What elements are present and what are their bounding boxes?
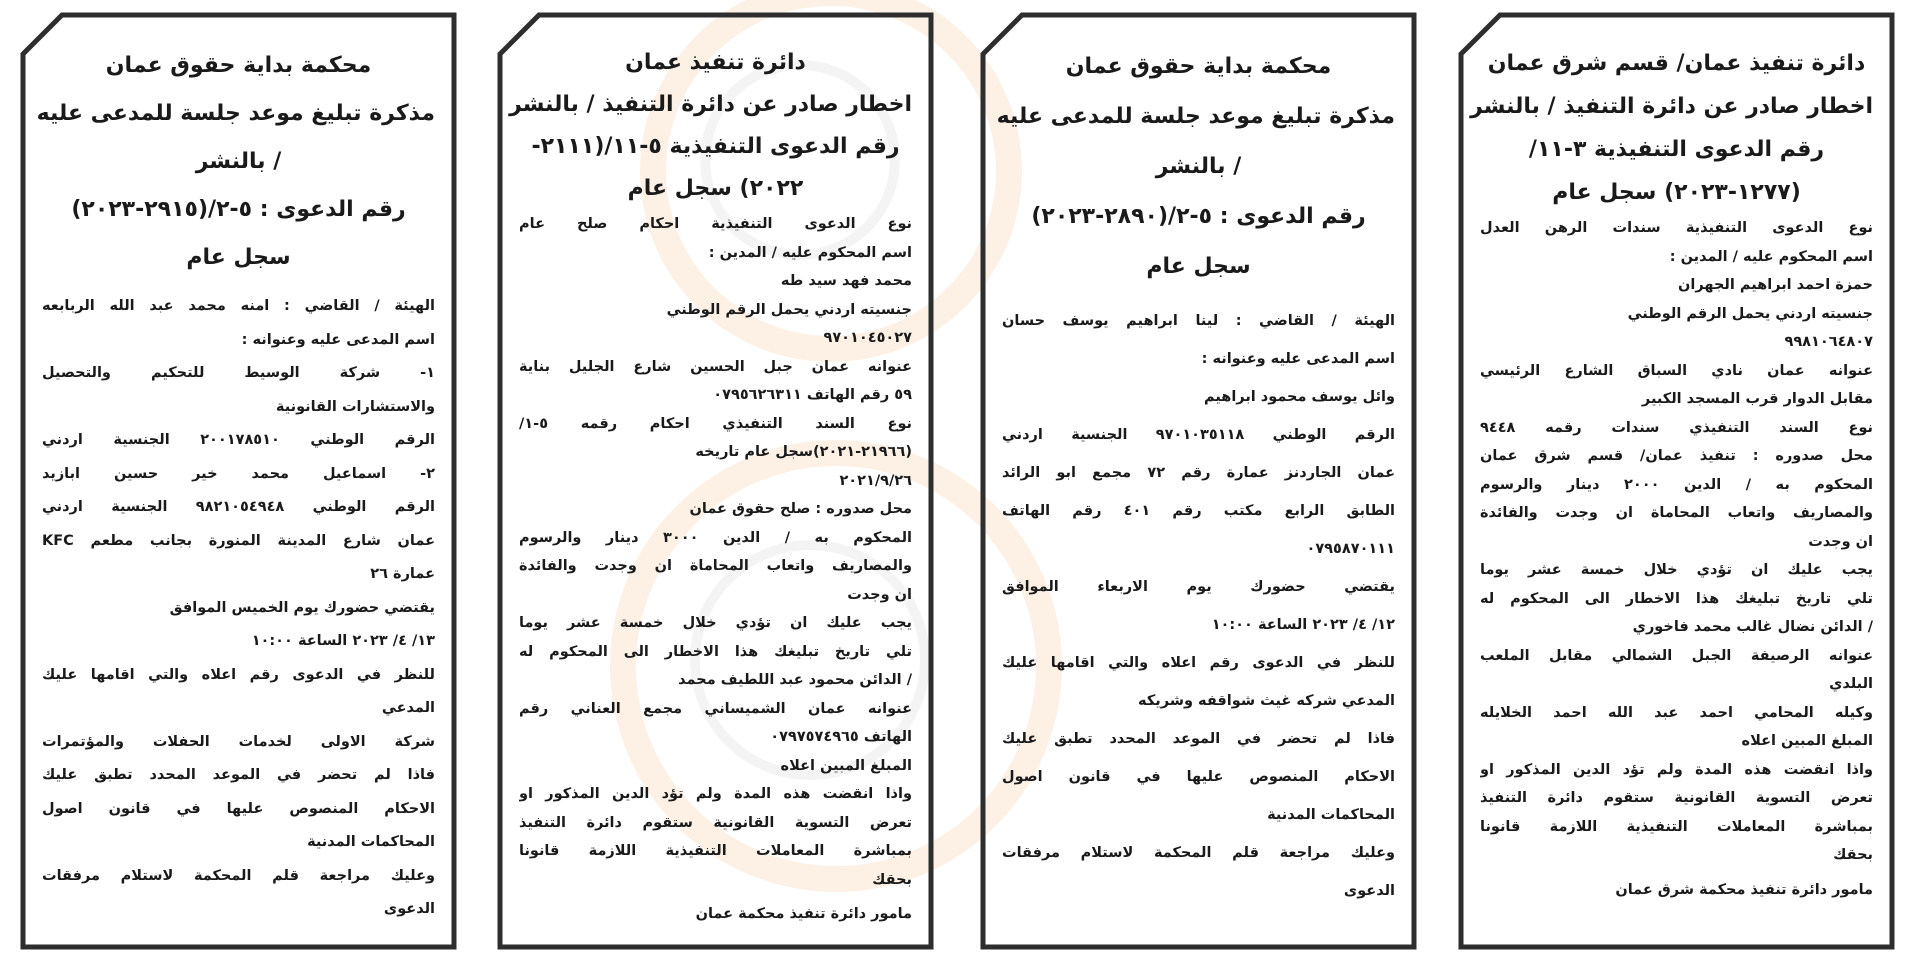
body-line: الرقم الوطني ٩٧٠١٠٣٥١١٨ الجنسية اردني bbox=[1002, 427, 1395, 443]
body-line: البلدي bbox=[1829, 676, 1873, 692]
notice-body bbox=[1480, 214, 1873, 870]
body-line: وعليك مراجعة قلم المحكمة لاستلام مرفقات bbox=[1002, 845, 1395, 861]
body-line: بحقك bbox=[872, 871, 912, 888]
notice-content bbox=[1470, 42, 1873, 930]
title-line: محكمة بداية حقوق عمان bbox=[105, 53, 372, 78]
title-line: رقم الدعوى التنفيذية ٣-١١/ bbox=[1528, 137, 1825, 162]
title-line: رقم الدعوى التنفيذية ٥-١١/(٢١١١- bbox=[531, 134, 900, 159]
notice-title bbox=[1470, 42, 1873, 214]
title-line: رقم الدعوى : ٥-٢/(٢٩١٥-٢٠٢٣) bbox=[71, 197, 406, 222]
body-line: محل صدوره : تنفيذ عمان/ قسم شرق عمان bbox=[1480, 448, 1873, 464]
body-line: عنوانه عمان الشميساني مجمع العناني رقم bbox=[519, 700, 912, 717]
body-line: الدعوى bbox=[383, 901, 435, 917]
notice-body bbox=[1002, 302, 1395, 910]
body-line: عمان شارع المدينة المنورة بجانب مطعم KFC bbox=[42, 532, 435, 549]
title-line: دائرة تنفيذ عمان/ قسم شرق عمان bbox=[1487, 51, 1866, 76]
notice-content bbox=[996, 42, 1395, 930]
body-line: نوع الدعوى التنفيذية احكام صلح عام bbox=[519, 216, 912, 232]
body-line: الطابق الرابع مكتب رقم ٤٠١ رقم الهاتف bbox=[1002, 503, 1395, 519]
title-line: سجل عام bbox=[1146, 254, 1251, 279]
body-line: جنسيته اردني يحمل الرقم الوطني bbox=[1627, 305, 1873, 322]
notice-title bbox=[509, 42, 912, 210]
title-line: اخطار صادر عن دائرة التنفيذ / بالنشر bbox=[509, 92, 912, 117]
title-line: ٢٠٢٢) سجل عام bbox=[627, 176, 804, 201]
body-line: ٥٩ رقم الهاتف ٠٧٩٥٦٢٦٣١١ bbox=[713, 387, 912, 403]
body-line: المبلغ المبين اعلاه bbox=[780, 757, 912, 774]
body-line: ٩٧٠١٠٤٥٠٢٧ bbox=[823, 330, 912, 346]
body-line: ان وجدت bbox=[847, 586, 912, 603]
body-line: يجب عليك ان تؤدي خلال خمسة عشر يوما bbox=[1480, 562, 1873, 578]
body-line: عنوانه عمان نادي السباق الشارع الرئيسي bbox=[1480, 362, 1873, 379]
body-line: اسم المدعى عليه وعنوانه : bbox=[241, 331, 435, 348]
body-line: المدعي شركه غيث شواقفه وشريكه bbox=[1138, 693, 1395, 709]
body-line: الاحكام المنصوص عليها في قانون اصول bbox=[42, 800, 435, 817]
body-line: / الدائن نضال غالب محمد فاخوري bbox=[1632, 619, 1873, 635]
body-line: وكيله المحامي احمد عبد الله احمد الخلايله bbox=[1480, 704, 1873, 721]
body-line: الدعوى bbox=[1343, 883, 1395, 899]
title-line: (١٢٧٧-٢٠٢٣) سجل عام bbox=[1552, 180, 1801, 205]
body-line: فاذا لم تحضر في الموعد المحدد تطبق عليك bbox=[1002, 731, 1395, 747]
body-line: والمصاريف واتعاب المحاماة ان وجدت والفائدة bbox=[519, 558, 912, 574]
body-line: الاحكام المنصوص عليها في قانون اصول bbox=[1002, 769, 1395, 785]
body-line: عنوانه عمان جبل الحسين شارع الجليل بناية bbox=[519, 358, 912, 375]
notice-body bbox=[519, 210, 912, 894]
body-line: وائل يوسف محمود ابراهيم bbox=[1203, 389, 1395, 405]
body-line: عنوانه الرصيفة الجبل الشمالي مقابل الملعب bbox=[1480, 647, 1873, 664]
notice-title bbox=[36, 42, 435, 282]
body-line: المحكوم به / الدين ٣٠٠٠ دينار والرسوم bbox=[519, 529, 912, 546]
body-line: حمزة احمد ابراهيم الجهران bbox=[1678, 277, 1873, 293]
body-line: للنظر في الدعوى رقم اعلاه والتي اقامها عليك bbox=[42, 666, 435, 683]
title-line: مذكرة تبليغ موعد جلسة للمدعى عليه bbox=[996, 104, 1395, 129]
body-line: اسم المحكوم عليه / المدين : bbox=[708, 244, 912, 261]
body-line: محمد فهد سيد طه bbox=[780, 273, 912, 289]
notice-signature: مامور دائرة تنفيذ محكمة شرق عمان bbox=[1615, 881, 1873, 898]
body-line: يقتضي حضورك يوم الخميس الموافق bbox=[169, 599, 435, 616]
body-line: الهيئة / القاضي : امنه محمد عبد الله الربابعه bbox=[42, 298, 435, 314]
body-line: اسم المحكوم عليه / المدين : bbox=[1669, 248, 1873, 265]
body-line: ٠٧٩٥٨٧٠١١١ bbox=[1306, 541, 1395, 557]
notice-court-2915 bbox=[20, 12, 457, 950]
body-line: الرقم الوطني ٢٠٠١٧٨٥١٠ الجنسية اردني bbox=[42, 432, 435, 448]
body-line: شركة الاولى لخدمات الحفلات والمؤتمرات bbox=[42, 733, 435, 750]
body-line: الرقم الوطني ٩٨٢١٠٥٤٩٤٨ الجنسية اردني bbox=[42, 499, 435, 515]
notice-court-2890 bbox=[980, 12, 1417, 950]
body-line: فاذا لم تحضر في الموعد المحدد تطبق عليك bbox=[42, 767, 435, 783]
body-line: المحاكمات المدنية bbox=[307, 834, 435, 850]
body-line: بمباشرة المعاملات التنفيذية اللازمة قانونا bbox=[1480, 818, 1873, 835]
body-line: محل صدوره : صلح حقوق عمان bbox=[689, 501, 912, 517]
body-line: جنسيته اردني يحمل الرقم الوطني bbox=[666, 301, 912, 318]
body-line: نوع السند التنفيذي سندات رقمه ٩٤٤٨ bbox=[1480, 419, 1873, 436]
body-line: عمارة ٢٦ bbox=[370, 566, 435, 582]
body-line: ٩٩٨١٠٦٤٨٠٧ bbox=[1784, 334, 1873, 350]
body-line: ٢٠٢١/٩/٢٦ bbox=[839, 472, 912, 489]
title-line: / بالنشر bbox=[195, 149, 282, 174]
body-line: نوع الدعوى التنفيذية سندات الرهن العدل bbox=[1480, 220, 1873, 236]
title-line: رقم الدعوى : ٥-٢/(٢٨٩٠-٢٠٢٣) bbox=[1031, 204, 1366, 229]
title-line: محكمة بداية حقوق عمان bbox=[1065, 54, 1332, 79]
notice-execution-2111 bbox=[497, 12, 934, 950]
body-line: الهاتف ٠٧٩٧٥٧٤٩٦٥ bbox=[770, 729, 912, 745]
title-line: اخطار صادر عن دائرة التنفيذ / بالنشر bbox=[1470, 94, 1873, 119]
body-line: تلي تاريخ تبليغك هذا الاخطار الى المحكوم له bbox=[519, 643, 912, 660]
body-line: المدعي bbox=[381, 700, 435, 716]
body-line: المبلغ المبين اعلاه bbox=[1741, 733, 1873, 749]
notice-content bbox=[36, 42, 435, 930]
body-line: مقابل الدوار قرب المسجد الكبير bbox=[1641, 391, 1873, 407]
body-line: بمباشرة المعاملات التنفيذية اللازمة قانونا bbox=[519, 843, 912, 859]
body-line: وعليك مراجعة قلم المحكمة لاستلام مرفقات bbox=[42, 867, 435, 884]
notice-body bbox=[42, 290, 435, 927]
body-line: ان وجدت bbox=[1808, 533, 1873, 550]
title-line: مذكرة تبليغ موعد جلسة للمدعى عليه bbox=[36, 101, 435, 126]
body-line: يقتضي حضورك يوم الاربعاء الموافق bbox=[1002, 579, 1395, 595]
body-line: ١٣/ ٤/ ٢٠٢٣ الساعة ١٠:٠٠ bbox=[251, 633, 435, 649]
body-line: والاستشارات القانونية bbox=[275, 398, 435, 415]
title-line: / بالنشر bbox=[1155, 154, 1242, 179]
body-line: ١٢/ ٤/ ٢٠٢٣ الساعة ١٠:٠٠ bbox=[1211, 617, 1395, 633]
body-line: للنظر في الدعوى رقم اعلاه والتي اقامها عليك bbox=[1002, 655, 1395, 671]
body-line: نوع السند التنفيذي احكام رقمه ٥-١/ bbox=[519, 415, 912, 432]
body-line: اسم المدعى عليه وعنوانه : bbox=[1201, 351, 1395, 367]
body-line: / الدائن محمود عبد اللطيف محمد bbox=[678, 672, 912, 688]
body-line: ١- شركة الوسيط للتحكيم والتحصيل bbox=[42, 365, 435, 381]
body-line: الهيئة / القاضي : لينا ابراهيم يوسف حسان bbox=[1002, 313, 1395, 329]
body-line: المحكوم به / الدين ٢٠٠٠ دينار والرسوم bbox=[1480, 476, 1873, 493]
title-line: دائرة تنفيذ عمان bbox=[625, 50, 806, 75]
body-line: تلي تاريخ تبليغك هذا الاخطار الى المحكوم له bbox=[1480, 590, 1873, 607]
body-line: واذا انقضت هذه المدة ولم تؤد الدين المذكور او bbox=[1480, 761, 1873, 778]
body-line: يجب عليك ان تؤدي خلال خمسة عشر يوما bbox=[519, 615, 912, 631]
body-line: تعرض التسوية القانونية ستقوم دائرة التنفيذ bbox=[1480, 790, 1873, 806]
notice-title bbox=[996, 42, 1395, 292]
body-line: تعرض التسوية القانونية ستقوم دائرة التنفيذ bbox=[519, 814, 912, 831]
notice-content bbox=[509, 42, 912, 930]
body-line: المحاكمات المدنية bbox=[1267, 807, 1395, 823]
notice-signature: مامور دائرة تنفيذ محكمة عمان bbox=[695, 906, 912, 922]
body-line: ٢- اسماعيل محمد خير حسين ابازيد bbox=[42, 465, 435, 482]
body-line: بحقك bbox=[1833, 847, 1873, 863]
body-line: عمان الجاردنز عمارة رقم ٧٢ مجمع ابو الرائد bbox=[1002, 465, 1395, 481]
title-line: سجل عام bbox=[186, 245, 291, 270]
body-line: واذا انقضت هذه المدة ولم تؤد الدين المذكور او bbox=[519, 786, 912, 802]
body-line: والمصاريف واتعاب المحاماة ان وجدت والفائدة bbox=[1480, 505, 1873, 521]
body-line: (٢١٩٦٦-٢٠٢١)سجل عام تاريخه bbox=[695, 444, 912, 460]
notice-execution-1277 bbox=[1458, 12, 1895, 950]
